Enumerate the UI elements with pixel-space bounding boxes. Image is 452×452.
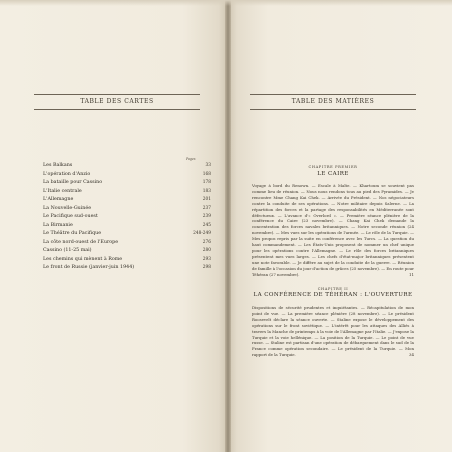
left-page-title: TABLE DES CARTES bbox=[80, 98, 154, 105]
list-item bbox=[43, 222, 211, 231]
map-label: Le Théâtre du Pacifique bbox=[43, 231, 102, 236]
chapter-2-summary bbox=[252, 305, 414, 358]
map-page: 183 bbox=[202, 188, 211, 194]
left-title-rule-bottom bbox=[34, 109, 200, 110]
chapter-1-title: LE CAIRE bbox=[317, 171, 349, 177]
map-page: 201 bbox=[202, 197, 211, 202]
pages-column-heading: Pages bbox=[186, 157, 196, 161]
map-label: La bataille pour Cassino bbox=[43, 180, 103, 185]
list-item bbox=[43, 256, 211, 265]
map-label: La côte nord-ouest de l'Europe bbox=[43, 239, 119, 245]
map-page: 237 bbox=[202, 205, 211, 211]
list-item bbox=[43, 171, 211, 180]
chapter-1-page: 11 bbox=[409, 271, 414, 277]
chapter-2-kicker: CHAPITRE II bbox=[317, 287, 349, 291]
map-label: Cassino (11-25 mai) bbox=[43, 248, 92, 253]
map-page: 168 bbox=[202, 171, 211, 177]
map-page: 276 bbox=[202, 239, 211, 245]
list-item bbox=[43, 188, 211, 197]
right-page-title: TABLE DES MATIÈRES bbox=[291, 98, 375, 105]
chapter-1-text: Voyage à bord du Renown. — Escale à Malte. — Khartoum se souvient pas comme lieu de réunion. — Nous nous rendons tous au pied des Pyramides. — Je rencontre Mme Chang Kai Chek. — Arrivée du Président. — Nos négociateurs contre la conduite de ses opérations. — Notre militaire depuis Salerne. — La répartition des forces et la partage des responsabilités en Méditerranée sont défectueux. — L'avance d'« Overlord ». — Première séance plénière de la conférence du Caire (23 novembre). — Chang Kai Chek demande la concentration des forces navales britanniques. — Notre seconde réunion (24 novembre). — Mes vues sur les opérations de l'armée. — Le rôle de la Turquie. — Mes propos repris par la suite en conférence avec les Turcs. — La question du haut commandement. — Les États-Unis proposent de nommer un chef unique pour les opérations contre l'Allemagne. — Le rôle des forces britanniques présentent mes vues larges. — Les chefs d'état-major britanniques présentent une note favorable. — Je diffère au sujet de la conduite de la guerre. — Réunion de famille à l'occasion du jour d'action de grâces (25 novembre). — En route pour Téhéran (27 novembre). bbox=[252, 183, 414, 277]
map-label: L'Allemagne bbox=[43, 197, 74, 202]
map-label: La Nouvelle-Guinée bbox=[43, 205, 92, 211]
map-label: Les Balkans bbox=[43, 163, 73, 168]
list-item bbox=[43, 179, 211, 188]
chapter-2-page: 34 bbox=[409, 352, 414, 358]
map-label: Les chemins qui mènent à Rome bbox=[43, 256, 123, 262]
map-page: 293 bbox=[202, 256, 211, 262]
chapter-2-text: Dispositions de sécurité prudentes et inquiétantes. — Récapitulation de mon point de vue. — La première séance plénière (28 novembre). — Le président Roosevelt déclare la séance ouverte. — Staline expose le développement des opérations sur le front soviétique. — L'intérêt pour les attaques des Alliés à travers la Manche de printemps à la voie de l'Allemagne par l'Italie. — J'expose la Turquie et la voie hellénique. — La position de la Turquie. — Le point de vue russe. — Staline est partisan d'une opération de débarquement dans le sud de la France comme opération secondaire. — Le président de la Turquie. — Mon rapport de la Turquie. bbox=[252, 305, 414, 358]
map-label: Le Pacifique sud-ouest bbox=[43, 214, 98, 219]
map-label: L'Italie centrale bbox=[43, 188, 82, 194]
list-item bbox=[43, 247, 211, 256]
book-gutter bbox=[225, 0, 231, 452]
map-page: 33 bbox=[205, 163, 211, 168]
map-page: 280 bbox=[202, 248, 211, 253]
chapter-2-title: LA CONFÉRENCE DE TÉHÉRAN : L'OUVERTURE bbox=[253, 292, 413, 298]
list-item bbox=[43, 239, 211, 248]
page-shadow bbox=[0, 0, 452, 6]
list-item bbox=[43, 264, 211, 273]
map-page: 245 bbox=[202, 222, 211, 228]
list-item bbox=[43, 162, 211, 171]
map-label: L'opération d'Anzio bbox=[43, 171, 91, 177]
list-item bbox=[43, 213, 211, 222]
map-list bbox=[43, 162, 211, 273]
right-title-rule-top bbox=[250, 94, 416, 95]
list-item bbox=[43, 205, 211, 214]
map-page: 298 bbox=[202, 265, 211, 270]
chapter-1-summary bbox=[252, 183, 414, 278]
chapter-1-kicker: CHAPITRE PREMIER bbox=[308, 165, 358, 169]
right-title-rule-bottom bbox=[250, 109, 416, 110]
map-label: Le front de Russie (janvier-juin 1944) bbox=[43, 265, 135, 270]
map-page: 248-249 bbox=[193, 231, 211, 236]
list-item bbox=[43, 196, 211, 205]
list-item bbox=[43, 230, 211, 239]
left-title-rule-top bbox=[34, 94, 200, 95]
map-label: La Birmanie bbox=[43, 222, 73, 228]
map-page: 239 bbox=[202, 214, 211, 219]
map-page: 178 bbox=[202, 180, 211, 185]
